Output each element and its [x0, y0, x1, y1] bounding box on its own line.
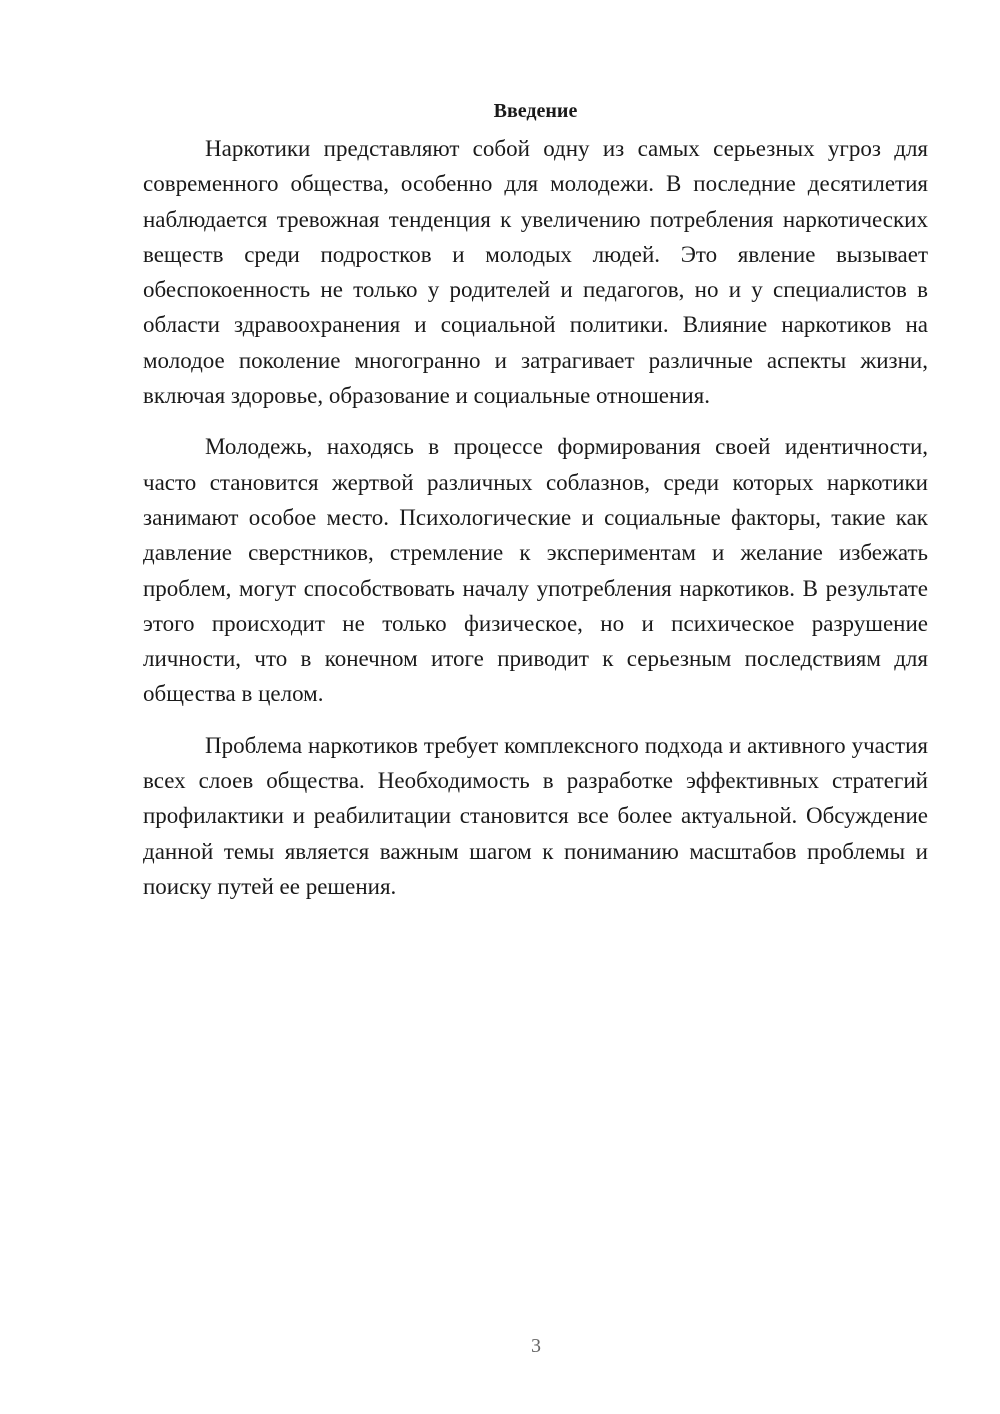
paragraph: Проблема наркотиков требует комплексного подхода и активного участия всех слоев общества. Необходимость в разработке эффективных стратегий профилактики и реабилитации становится все более актуальной. Обсуждение данной темы является важным шагом к пониманию масштабов проблемы и поиску путей ее решения. [143, 732, 928, 899]
section-heading: Введение [493, 100, 578, 122]
page-number: 3 [531, 1335, 541, 1357]
paragraph: Наркотики представляют собой одну из самых серьезных угроз для современного общества, особенно для молодежи. В последние десятилетия наблюдается тревожная тенденция к увеличению потребления наркотических веществ среди подростков и молодых людей. Это явление вызывает обеспокоенность не только у родителей и педагогов, но и у специалистов в области здравоохранения и социальной политики. Влияние наркотиков на молодое поколение многогранно и затрагивает различные аспекты жизни, включая здоровье, образование и социальные отношения. [143, 136, 928, 409]
paragraph: Молодежь, находясь в процессе формирования своей идентичности, часто становится жертвой различных соблазнов, среди которых наркотики занимают особое место. Психологические и социальные факторы, такие как давление сверстников, стремление к экспериментам и желание избежать проблем, могут способствовать началу употребления наркотиков. В результате этого происходит не только физическое, но и психическое разрушение личности, что в конечном итоге приводит к серьезным последствиям для общества в целом. [143, 434, 928, 707]
page-content [143, 96, 928, 904]
